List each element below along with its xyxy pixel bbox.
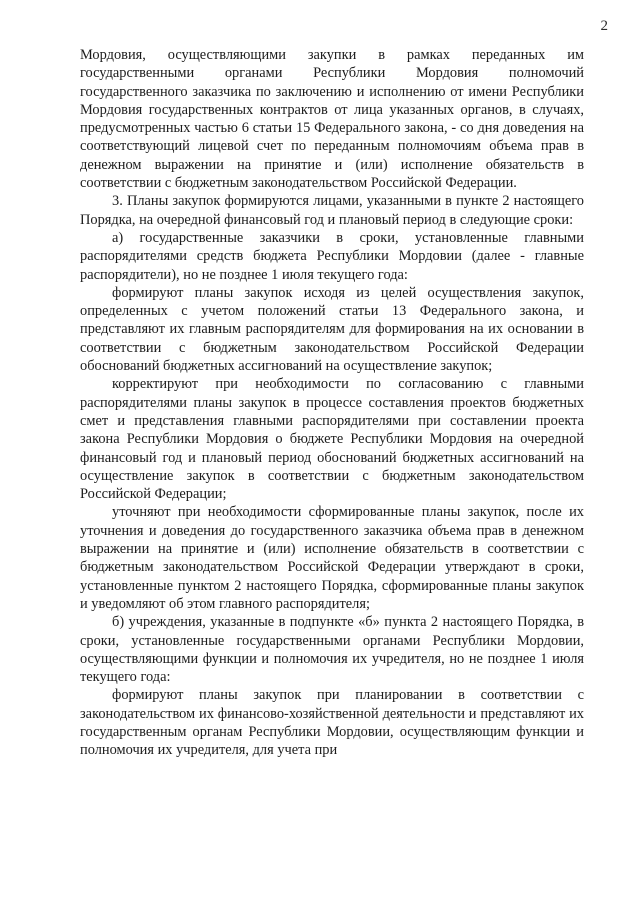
paragraph-form-plans: формируют планы закупок исходя из целей осуществления закупок, определенных с учетом положений статьи 13 Федерального закона, и представляют их главным распорядителям для формирования на их основании в соответствии с бюджетным законодательством Российской Федерации обоснований бюджетных ассигнований на осуществление закупок; (80, 284, 584, 375)
paragraph-subitem-a: а) государственные заказчики в сроки, установленные главными распорядителями средств бюджета Республики Мордовии (далее - главные распорядители), но не позднее 1 июля текущего года: (80, 229, 584, 283)
paragraph-subitem-b: б) учреждения, указанные в подпункте «б» пункта 2 настоящего Порядка, в сроки, установленные государственными органами Республики Мордовии, осуществляющими функции и полномочия их учредителя, но не позднее 1 июля текущего года: (80, 614, 584, 686)
paragraph-correct-plans: корректируют при необходимости по согласованию с главными распорядителями планы закупок в процессе составления проектов бюджетных смет и представления главными распорядителями при составлении проекта закона Республики Мордовия о бюджете Республики Мордовия на очередной финансовый год и плановый период обоснований бюджетных ассигнований на осуществление закупок в соответствии с бюджетным законодательством Российской Федерации; (80, 376, 584, 503)
paragraph-refine-plans: уточняют при необходимости сформированные планы закупок, после их уточнения и доведения до государственного заказчика объема прав в денежном выражении на принятие и (или) исполнение обязательств в соответствии с бюджетным законодательством Российской Федерации утверждают в сроки, установленные пунктом 2 настоящего Порядка, сформированные планы закупок и уведомляют об этом главного распорядителя; (80, 504, 584, 612)
paragraph-continuation: Мордовия, осуществляющими закупки в рамках переданных им государственными органами Республики Мордовия полномочий государственного заказчика по заключению и исполнению от имени Республики Мордовия государственных контрактов от лица указанных органов, в случаях, предусмотренных частью 6 статьи 15 Федерального закона, - со дня доведения на соответствующий лицевой счет по переданным полномочиям объема прав в денежном выражении на принятие и (или) исполнение обязательств в соответствии с бюджетным законодательством Российской Федерации. (80, 47, 584, 192)
paragraph-form-plans-institutions: формируют планы закупок при планировании в соответствии с законодательством их финансово-хозяйственной деятельности и представляют их государственным органам Республики Мордовии, осуществляющим функции и полномочия их учредителя, для учета при (80, 687, 584, 759)
page-number: 2 (600, 18, 608, 34)
document-body (80, 46, 584, 760)
paragraph-item-3: 3. Планы закупок формируются лицами, указанными в пункте 2 настоящего Порядка, на очередной финансовый год и плановый период в следующие сроки: (80, 193, 584, 228)
